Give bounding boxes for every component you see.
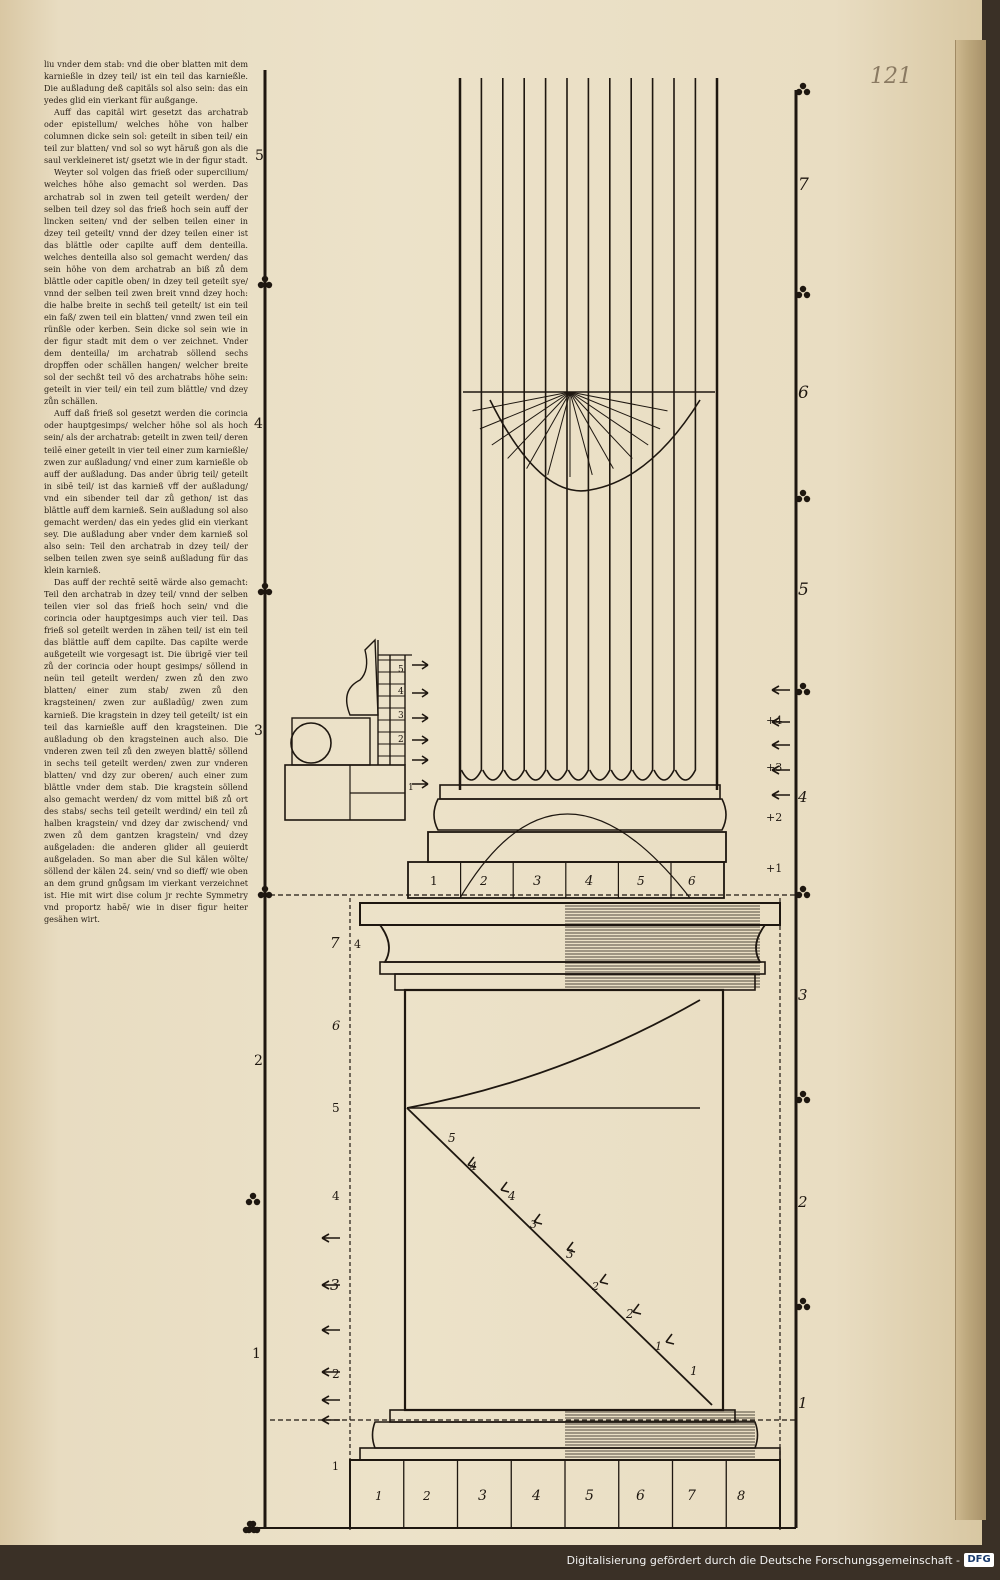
diagonal-label: 5 bbox=[448, 1131, 456, 1145]
flute-line bbox=[654, 78, 674, 780]
clover-marker-icon bbox=[796, 1298, 810, 1310]
diagonal-label: 1 bbox=[690, 1364, 698, 1378]
base-fraction-label: +2 bbox=[766, 811, 783, 824]
capital-number: 1 bbox=[430, 874, 438, 888]
right-scale-label: 6 bbox=[798, 383, 809, 403]
plinth-number: 8 bbox=[737, 1489, 746, 1504]
plinth-number: 6 bbox=[636, 1488, 645, 1504]
arrow-icon bbox=[412, 661, 428, 669]
diagonal-label: 4 bbox=[470, 1160, 477, 1173]
right-scale-label: 4 bbox=[798, 788, 808, 806]
left-scale-label: 5 bbox=[255, 148, 264, 164]
entablature-number: 5 bbox=[398, 665, 404, 675]
diagonal-label: 3 bbox=[530, 1218, 537, 1231]
diagonal-label: 2 bbox=[592, 1280, 599, 1293]
pedestal-left-number: 3 bbox=[330, 1276, 340, 1294]
clover-marker-icon bbox=[796, 683, 810, 695]
plinth-number: 3 bbox=[478, 1488, 487, 1504]
flute-line bbox=[675, 78, 695, 780]
fan-line bbox=[570, 392, 660, 429]
diagonal-label: 1 bbox=[655, 1340, 662, 1353]
paragraph-4: Auff daß frieß sol gesetzt werden die corincia oder hauptgesimps/ welcher höhe sol als hoch sein/ als der archatrab: geteilt in zwen teil/ deren teilē einer geteilt in vier teil einer zum karnießle/ zwen zur außladung/ vnd einer zum karnießle ob auff der außladung. Das ander übrig teil/ geteilt in sibē teil/ ist das karnieß vff der außladung/ vnd ein sibender teil dar zů gethon/ ist das blättle auff dem karnieß. Sein außladung sol also gemacht werden/ das ein yedes glid ein vierkant sey. Die außladung aber vnder dem karnieß sol also sein: Teil den archatrab in dzey teil/ der selben teilen zwen sye seinß außladung für das klein karnieß. bbox=[44, 408, 248, 575]
arrow-icon bbox=[412, 780, 428, 788]
folio-number: 121 bbox=[870, 64, 912, 89]
capital-number: 6 bbox=[688, 874, 696, 888]
base-fraction-label: +1 bbox=[766, 862, 783, 875]
pedestal-small-number: 4 bbox=[354, 938, 361, 951]
capital-number: 2 bbox=[480, 874, 488, 888]
flute-line bbox=[568, 78, 588, 780]
plinth-number: 7 bbox=[687, 1488, 696, 1504]
left-scale-label: 1 bbox=[252, 1346, 261, 1362]
pedestal-left-number: 6 bbox=[332, 1019, 341, 1034]
arrow-icon bbox=[633, 1304, 641, 1314]
arrow-icon bbox=[772, 686, 790, 694]
right-scale-label: 2 bbox=[798, 1193, 808, 1211]
flute-line bbox=[504, 78, 524, 780]
entablature-number: 4 bbox=[398, 687, 404, 697]
pedestal-left-number: 2 bbox=[332, 1367, 340, 1381]
plinth-number: 2 bbox=[423, 1489, 431, 1503]
arrow-icon bbox=[412, 689, 428, 697]
arrow-icon bbox=[600, 1274, 608, 1284]
clover-marker-icon bbox=[796, 83, 810, 95]
flute-line bbox=[590, 78, 610, 780]
fan-line bbox=[570, 392, 613, 469]
diagonal-label: 3 bbox=[566, 1247, 574, 1261]
base-fraction-label: +4 bbox=[766, 714, 783, 727]
capital-number: 3 bbox=[533, 874, 542, 889]
paragraph-3: Weyter sol volgen das frieß oder supercilium/ welches höhe also gemacht sol werden. Das archatrab sol in zwen teil geteilt werden/ der selben teil dzey sol das frieß hoch sein auff der lincken seiten/ vnd der selben teilen einer in dzey teil geteilt/ vnnd der dzey teilen einer ist das blättle oder capilte auff dem denteilla. welches denteilla also sol gemacht werden/ das sein höhe von dem archatrab an biß zů dem blättle oder capitle oben/ in dzey teil geteilt sye/ vnnd der selben teil zwen breit vnnd dzey hoch: die halbe breite in sechß teil geteilt/ ist ein teil ein faß/ zwen teil ein blatten/ vnnd zwen teil ein rünßle oder kerben. Sein dicke sol sein wie in der figur stadt mit dem o ver zeichnet. Vnder dem denteilla/ im archatrab söllend sechs dropffen oder schällen hangen/ welcher breite sol der sechßt teil vō des archatrabs höhe sein: geteilt in vier teil/ ein teil zum blättle/ vnd dzey zůn schällen. bbox=[44, 167, 248, 407]
arrow-icon bbox=[322, 1234, 340, 1242]
base-fraction-label: +3 bbox=[766, 761, 783, 774]
pedestal-left-number: 4 bbox=[332, 1189, 340, 1203]
fan-line bbox=[527, 392, 570, 469]
plinth-number: 5 bbox=[585, 1488, 594, 1504]
arrow-icon bbox=[322, 1326, 340, 1334]
flute-line bbox=[611, 78, 631, 780]
arrow-icon bbox=[412, 736, 428, 744]
arrow-icon bbox=[322, 1396, 340, 1404]
arrow-icon bbox=[666, 1334, 674, 1344]
paragraph-1: liu vnder dem stab: vnd die ober blatten mit dem karnießle in dzey teil/ ist ein teil das karnießle. Die außladung deß capitäls sol also sein: das ein yedes glid ein vierkant für außgange. bbox=[44, 59, 248, 106]
left-scale-label: 3 bbox=[254, 723, 263, 739]
pedestal-left-number: 5 bbox=[332, 1101, 340, 1115]
diagonal-label: 4 bbox=[508, 1189, 516, 1203]
flute-line bbox=[461, 78, 481, 780]
entablature-number: 2 bbox=[398, 735, 404, 745]
pedestal-left-number: 1 bbox=[332, 1460, 339, 1473]
arrow-icon bbox=[322, 1416, 340, 1424]
left-scale-label: 4 bbox=[254, 416, 263, 432]
entablature-number: 1 bbox=[408, 783, 414, 793]
right-scale-label: 3 bbox=[798, 986, 808, 1004]
arrow-icon bbox=[412, 756, 428, 764]
arrow-icon bbox=[412, 714, 428, 722]
flute-line bbox=[483, 78, 503, 780]
dfg-credit: Digitalisierung gefördert durch die Deutsche Forschungsgemeinschaft - bbox=[566, 1554, 960, 1567]
diagonal-label: 2 bbox=[626, 1307, 634, 1321]
flute-line bbox=[633, 78, 653, 780]
right-scale-label: 7 bbox=[798, 175, 809, 195]
right-scale-label: 5 bbox=[798, 580, 809, 600]
paragraph-5: Das auff der rechtē seitē wärde also gemacht: Teil den archatrab in dzey teil/ vnnd der selben teilen vier sol das frieß hoch sein/ vnd die corincia oder hauptgesimps auch vier teil. Das frieß sol geteilt werden in zähen teil/ ist ein teil das blättle auff dem capilte. Das capilte werde außgeteilt wie vorgesagt ist. Die übrigē vier teil zů der corincia oder houpt gesimps/ söllend in neün teil geteilt werden/ zwen zů den zwo blatten/ einer zum stab/ zwen zů den kragsteinen/ zwen zur außladūg/ zwen zum karnieß. Die kragstein in dzey teil geteilt/ ist ein teil das karnießle auff den kragsteinen. Die außladung ob den kragsteinen auch also. Die vnderen zwen teil zů den zweyen blattē/ söllend in sechs teil geteilt werden/ zwen zur vnderen blatten/ vnd dzy zur oberen/ auch einer zum blättle vnder dem stab. Die kragstein söllend also gemacht werden/ dz vom mittel biß zů ort des stabs/ sechs teil geteilt werdind/ ein teil zů halben kragstein/ vnd dzey dar zwischend/ vnd zwen zů dem gantzen kragstein/ vnd dzey außgeladen: die anderen glider all geuierdt außgeladen. So man aber die Sul kälen wölte/ söllend der kälen 24. sein/ vnd so dieff/ wie oben an dem grund gnůgsam im vierkant verzeichnet ist. Hie mit wirt dise colum jr rechte Symmetry vnd proportz habē/ wie in diser figur heiter gesähen wirt. bbox=[44, 577, 248, 925]
left-scale-label: 2 bbox=[254, 1053, 263, 1069]
clover-marker-icon bbox=[796, 490, 810, 502]
flute-line bbox=[547, 78, 567, 780]
clover-marker-icon bbox=[796, 1091, 810, 1103]
clover-marker-icon bbox=[796, 886, 810, 898]
pedestal-left-number: 7 bbox=[330, 934, 340, 952]
dfg-logo-icon: DFG bbox=[964, 1553, 994, 1567]
clover-marker-icon bbox=[246, 1193, 260, 1205]
right-scale-label: 1 bbox=[798, 1394, 808, 1412]
paragraph-2: Auff das capitäl wirt gesetzt das archatrab oder epistellum/ welches höhe von halber columnen dicke sein sol: geteilt in siben teil/ ein teil zur blatten/ vnd sol so wyt häruß gon als die saul verkleineret ist/ gsetzt wie in der figur stadt. bbox=[44, 107, 248, 166]
entablature-number: 3 bbox=[398, 711, 404, 721]
clover-marker-icon bbox=[796, 286, 810, 298]
plinth-number: 4 bbox=[532, 1488, 541, 1504]
arrow-icon bbox=[772, 741, 790, 749]
capital-number: 5 bbox=[637, 874, 645, 888]
plinth-number: 1 bbox=[375, 1489, 383, 1503]
arrow-icon bbox=[772, 791, 790, 799]
capital-number: 4 bbox=[585, 874, 594, 889]
